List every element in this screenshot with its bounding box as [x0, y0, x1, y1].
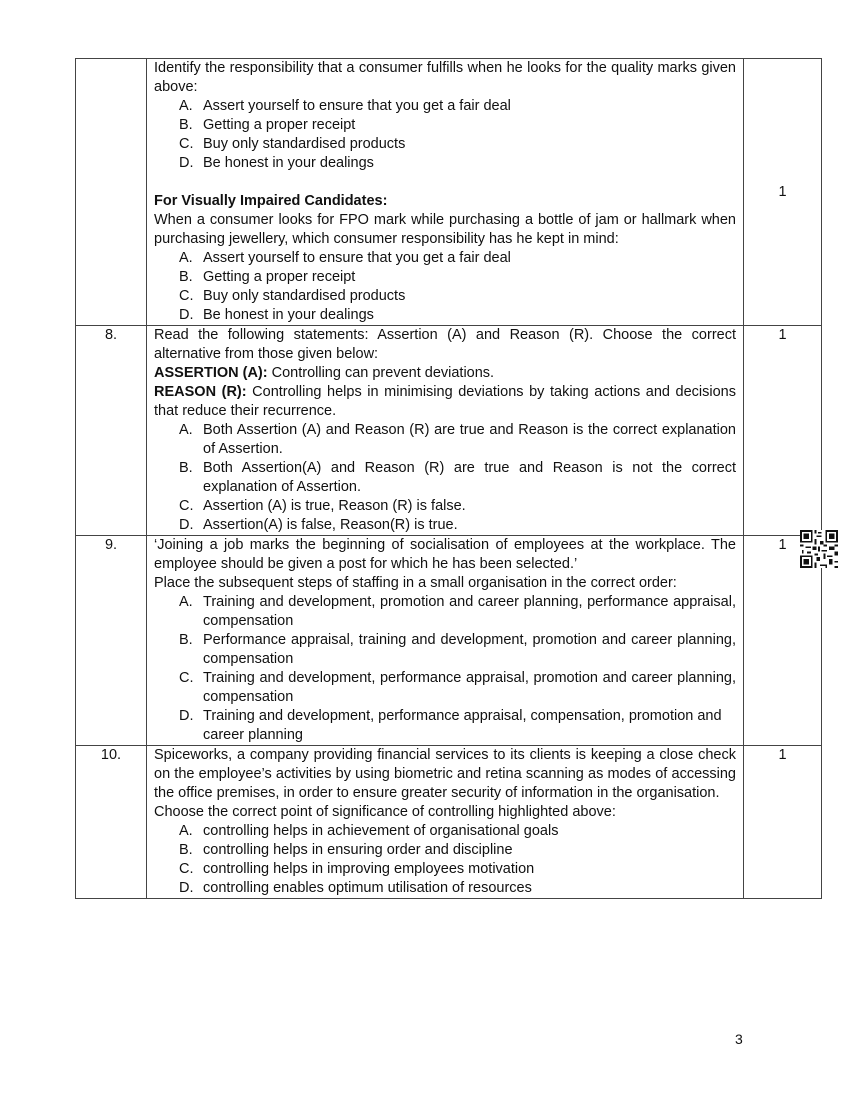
visually-impaired-heading: For Visually Impaired Candidates: [154, 193, 388, 209]
page-number: 3 [735, 1031, 743, 1047]
question-number: 9. [76, 536, 147, 746]
option-label: C. [179, 288, 194, 304]
option-label: C. [179, 498, 194, 514]
option-text: Buy only standardised products [203, 288, 406, 304]
option-text: Assert yourself to ensure that you get a fair deal [203, 98, 511, 114]
option-item [154, 516, 736, 535]
option-text: controlling helps in achievement of organisational goals [203, 823, 559, 839]
option-text: Be honest in your dealings [203, 155, 374, 171]
option-item [154, 287, 736, 306]
option-item [154, 822, 736, 841]
table-row [76, 59, 822, 326]
table-row [76, 746, 822, 899]
option-label: B. [179, 632, 193, 648]
table-row [76, 536, 822, 746]
question-number: 8. [76, 326, 147, 536]
option-text: Be honest in your dealings [203, 307, 374, 323]
option-text: Assert yourself to ensure that you get a fair deal [203, 250, 511, 266]
option-text: Getting a proper receipt [203, 117, 356, 133]
option-item [154, 497, 736, 516]
question-marks: 1 [744, 59, 822, 326]
option-list [154, 97, 736, 173]
option-text: controlling helps in improving employees motivation [203, 861, 535, 877]
option-label: C. [179, 670, 194, 686]
question-body [147, 326, 744, 536]
question-text: ‘Joining a job marks the beginning of socialisation of employees at the workplace. The employee should be given a post for which he has been selected.’ [154, 537, 736, 572]
option-item [154, 459, 736, 497]
assertion-line [154, 364, 736, 383]
option-text: Assertion(A) is false, Reason(R) is true. [203, 517, 458, 533]
question-instruction: Place the subsequent steps of staffing in a small organisation in the correct order: [154, 575, 677, 591]
option-text: controlling enables optimum utilisation of resources [203, 880, 532, 896]
table-row [76, 326, 822, 536]
option-item [154, 879, 736, 898]
question-text: Identify the responsibility that a consumer fulfills when he looks for the quality marks given above: [154, 60, 736, 95]
option-text: Training and development, performance appraisal, promotion and career planning, compensation [203, 670, 736, 705]
option-list [154, 421, 736, 535]
reason-label: REASON (R): [154, 384, 247, 400]
option-label: D. [179, 517, 194, 533]
reason-text: Controlling helps in minimising deviations by taking actions and decisions that reduce their recurrence. [154, 384, 736, 419]
option-label: C. [179, 861, 194, 877]
question-number [76, 59, 147, 326]
question-table [75, 58, 822, 899]
assertion-label: ASSERTION (A): [154, 365, 268, 381]
option-label: A. [179, 98, 193, 114]
question-marks: 1 [744, 536, 822, 746]
option-item [154, 97, 736, 116]
question-marks: 1 [744, 746, 822, 899]
visually-impaired-question: When a consumer looks for FPO mark while purchasing a bottle of jam or hallmark when purchasing jewellery, which consumer responsibility has he kept in mind: [154, 212, 736, 247]
option-label: A. [179, 250, 193, 266]
option-item [154, 154, 736, 173]
option-item [154, 669, 736, 707]
option-item [154, 135, 736, 154]
option-text: Both Assertion (A) and Reason (R) are true and Reason is the correct explanation of Assertion. [203, 422, 736, 457]
option-text: Training and development, promotion and career planning, performance appraisal, compensation [203, 594, 736, 629]
option-item [154, 841, 736, 860]
option-text: Assertion (A) is true, Reason (R) is false. [203, 498, 466, 514]
option-item [154, 116, 736, 135]
option-item [154, 860, 736, 879]
question-marks: 1 [744, 326, 822, 536]
option-text: Training and development, performance appraisal, compensation, promotion and career planning [203, 708, 722, 743]
option-label: D. [179, 307, 194, 323]
option-label: B. [179, 117, 193, 133]
option-text: Getting a proper receipt [203, 269, 356, 285]
option-label: D. [179, 708, 194, 724]
question-instruction: Choose the correct point of significance of controlling highlighted above: [154, 804, 616, 820]
option-text: controlling helps in ensuring order and discipline [203, 842, 513, 858]
option-label: C. [179, 136, 194, 152]
option-item [154, 249, 736, 268]
question-text: Read the following statements: Assertion (A) and Reason (R). Choose the correct alternative from those given below: [154, 327, 736, 362]
option-item [154, 306, 736, 325]
question-body [147, 536, 744, 746]
option-label: B. [179, 460, 193, 476]
option-text: Buy only standardised products [203, 136, 406, 152]
option-label: A. [179, 422, 193, 438]
question-body [147, 746, 744, 899]
option-item [154, 421, 736, 459]
option-text: Performance appraisal, training and development, promotion and career planning, compensation [203, 632, 736, 667]
option-list [154, 822, 736, 898]
option-label: D. [179, 155, 194, 171]
question-body [147, 59, 744, 326]
option-item [154, 268, 736, 287]
option-list [154, 249, 736, 325]
option-text: Both Assertion(A) and Reason (R) are true and Reason is not the correct explanation of Assertion. [203, 460, 736, 495]
option-label: D. [179, 880, 194, 896]
option-label: A. [179, 594, 193, 610]
option-label: B. [179, 842, 193, 858]
question-number: 10. [76, 746, 147, 899]
option-label: A. [179, 823, 193, 839]
option-item [154, 593, 736, 631]
assertion-text: Controlling can prevent deviations. [267, 365, 495, 381]
question-text: Spiceworks, a company providing financial services to its clients is keeping a close check on the employee’s activities by using biometric and retina scanning as modes of accessing the office premises, in order to ensure greater security of information in the organisation. [154, 747, 736, 801]
option-item [154, 631, 736, 669]
reason-line [154, 383, 736, 421]
option-item [154, 707, 736, 745]
option-label: B. [179, 269, 193, 285]
qr-code-icon [800, 530, 838, 568]
option-list [154, 593, 736, 745]
